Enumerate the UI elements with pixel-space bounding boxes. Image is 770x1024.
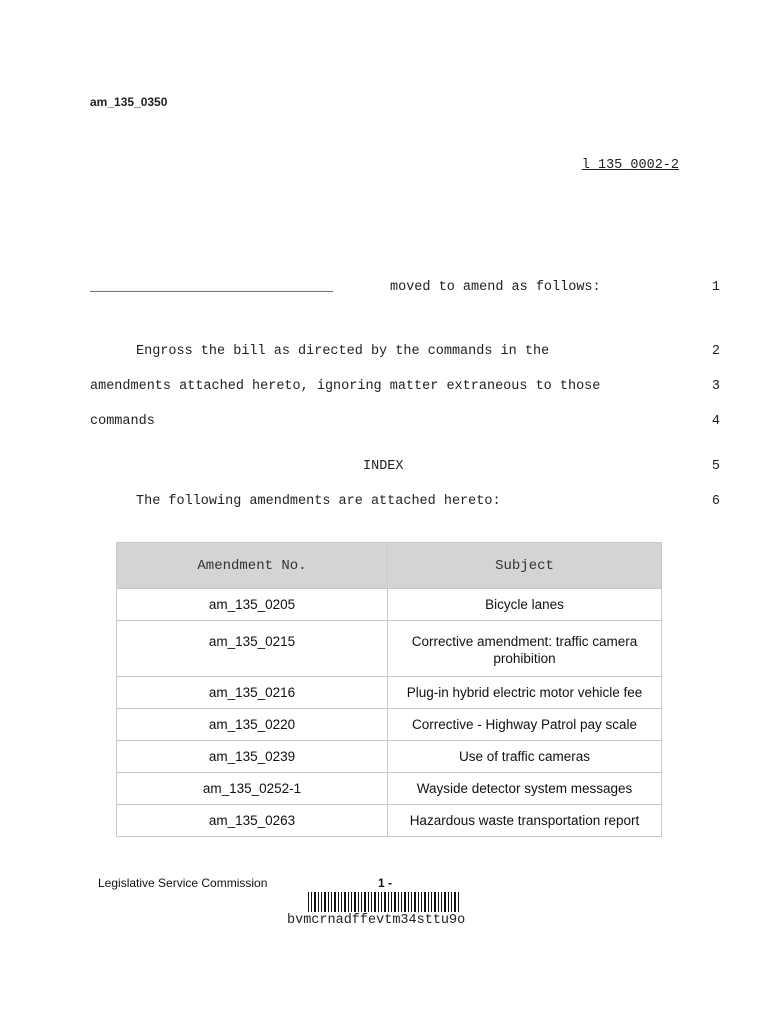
amendment-number-cell: am_135_0215	[117, 621, 388, 677]
line-number: 4	[711, 414, 720, 429]
line-number: 2	[711, 344, 720, 359]
bill-reference: l_135_0002-2	[581, 158, 679, 173]
amendment-number-cell: am_135_0205	[117, 589, 388, 621]
attached-text: The following amendments are attached hereto:	[136, 494, 501, 509]
table-row	[117, 773, 662, 805]
line-number: 5	[711, 459, 720, 474]
footer-page-number: 1 -	[378, 876, 393, 890]
amendment-number-cell: am_135_0263	[117, 805, 388, 837]
line-number: 6	[711, 494, 720, 509]
subject-cell: Use of traffic cameras	[388, 741, 662, 773]
amendments-table	[116, 542, 662, 837]
column-header-subject: Subject	[388, 543, 662, 589]
amendment-number-cell: am_135_0239	[117, 741, 388, 773]
amendment-number-cell: am_135_0216	[117, 677, 388, 709]
subject-cell: Hazardous waste transportation report	[388, 805, 662, 837]
moved-text: moved to amend as follows:	[390, 280, 601, 295]
paragraph-line: commands	[90, 414, 155, 429]
footer-commission: Legislative Service Commission	[98, 876, 268, 890]
amendment-number-cell: am_135_0252-1	[117, 773, 388, 805]
paragraph-line: amendments attached hereto, ignoring matter extraneous to those	[90, 379, 601, 394]
barcode-icon	[308, 892, 463, 912]
table-row	[117, 589, 662, 621]
amendment-id: am_135_0350	[90, 95, 168, 109]
table-row	[117, 805, 662, 837]
line-number: 3	[711, 379, 720, 394]
table-header-row	[117, 543, 662, 589]
subject-cell: Corrective - Highway Patrol pay scale	[388, 709, 662, 741]
subject-cell: Plug-in hybrid electric motor vehicle fee	[388, 677, 662, 709]
table-row	[117, 677, 662, 709]
index-heading: INDEX	[363, 459, 404, 474]
subject-cell: Wayside detector system messages	[388, 773, 662, 805]
paragraph-line: Engross the bill as directed by the commands in the	[136, 344, 550, 359]
barcode-text: bvmcrnadffevtm34sttu9o	[287, 913, 466, 928]
amendment-number-cell: am_135_0220	[117, 709, 388, 741]
table-row	[117, 709, 662, 741]
subject-cell: Corrective amendment: traffic camera prohibition	[388, 621, 662, 677]
column-header-amendment-no: Amendment No.	[117, 543, 388, 589]
table-row	[117, 621, 662, 677]
subject-cell: Bicycle lanes	[388, 589, 662, 621]
mover-blank: ______________________________	[90, 280, 334, 295]
line-number: 1	[711, 280, 720, 295]
table-row	[117, 741, 662, 773]
